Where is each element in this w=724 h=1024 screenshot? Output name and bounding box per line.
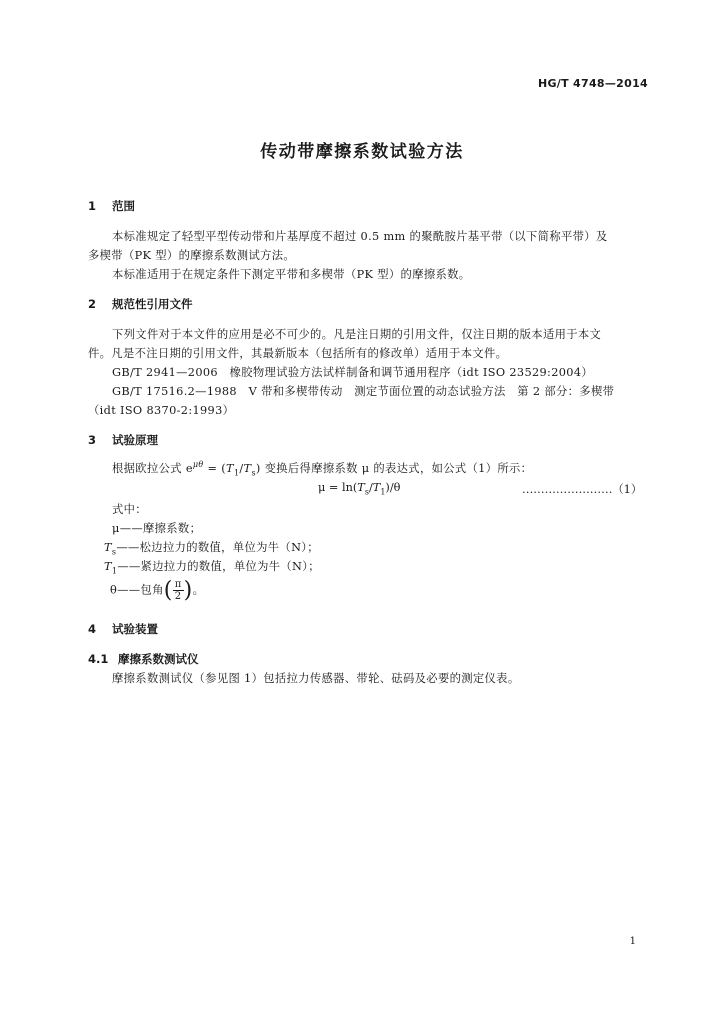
section-4-heading — [88, 621, 158, 637]
section-title: 试验装置 — [112, 622, 158, 636]
section-number: 2 — [88, 297, 97, 311]
document-title: 传动带摩擦系数试验方法 — [260, 142, 464, 162]
section-3-heading — [88, 432, 158, 448]
definition-theta: θ——包角( $\frac{\pi}{2}$ )。 — [110, 578, 205, 603]
section-2-heading — [88, 296, 193, 312]
definition-mu: μ——摩擦系数； — [112, 522, 202, 535]
section-number: 1 — [88, 199, 97, 213]
where-label: 式中： — [112, 503, 147, 516]
paragraph: 下列文件对于本文件的应用是必不可少的。凡是注日期的引用文件，仅注日期的版本适用于本文 — [112, 328, 602, 341]
section-title: 规范性引用文件 — [112, 297, 193, 311]
section-title: 试验原理 — [112, 433, 158, 447]
formula-1: $\mu = \ln(T_s/T_1)/\theta$ — [318, 481, 401, 497]
paragraph: 多楔带（PK 型）的摩擦系数测试方法。 — [88, 249, 296, 262]
normative-reference: （idt ISO 8370-2:1993） — [88, 404, 235, 417]
formula-number: ……………………（1） — [522, 483, 643, 496]
paragraph: 件。凡是不注日期的引用文件，其最新版本（包括所有的修改单）适用于本文件。 — [88, 347, 508, 360]
euler-intro: 根据欧拉公式 $e^{\mu\theta} = (T_1/T_s)$ 变换后得摩擦系数 μ 的表达式，如公式（1）所示： — [112, 460, 533, 478]
paragraph: 本标准规定了轻型平型传动带和片基厚度不超过 0.5 mm 的聚酰胺片基平带（以下简称平带）及 — [112, 230, 608, 243]
definition-ts: $T_s——$松边拉力的数值，单位为牛（N）； — [104, 541, 319, 557]
page-number: 1 — [629, 936, 636, 947]
paragraph: 摩擦系数测试仪（参见图 1）包括拉力传感器、带轮、砝码及必要的测定仪表。 — [112, 672, 520, 685]
definition-t1: $T_1——$紧边拉力的数值，单位为牛（N）； — [104, 560, 320, 576]
normative-reference: GB/T 17516.2—1988 V 带和多楔带传动 测定节面位置的动态试验方法 第 2 部分：多楔带 — [112, 385, 615, 398]
subsection-4-1-heading — [88, 651, 199, 667]
subsection-title: 摩擦系数测试仪 — [118, 652, 199, 666]
section-title: 范围 — [112, 199, 135, 213]
section-1-heading — [88, 198, 135, 214]
normative-reference: GB/T 2941—2006 橡胶物理试验方法试样制备和调节通用程序（idt ISO 23529:2004） — [112, 366, 594, 379]
fraction-pi-over-2: $\frac{\pi}{2}$ — [174, 579, 182, 602]
standard-code: HG/T 4748—2014 — [537, 77, 648, 90]
subsection-number: 4.1 — [88, 652, 109, 666]
paragraph: 本标准适用于在规定条件下测定平带和多楔带（PK 型）的摩擦系数。 — [112, 268, 471, 281]
section-number: 4 — [88, 622, 97, 636]
section-number: 3 — [88, 433, 97, 447]
